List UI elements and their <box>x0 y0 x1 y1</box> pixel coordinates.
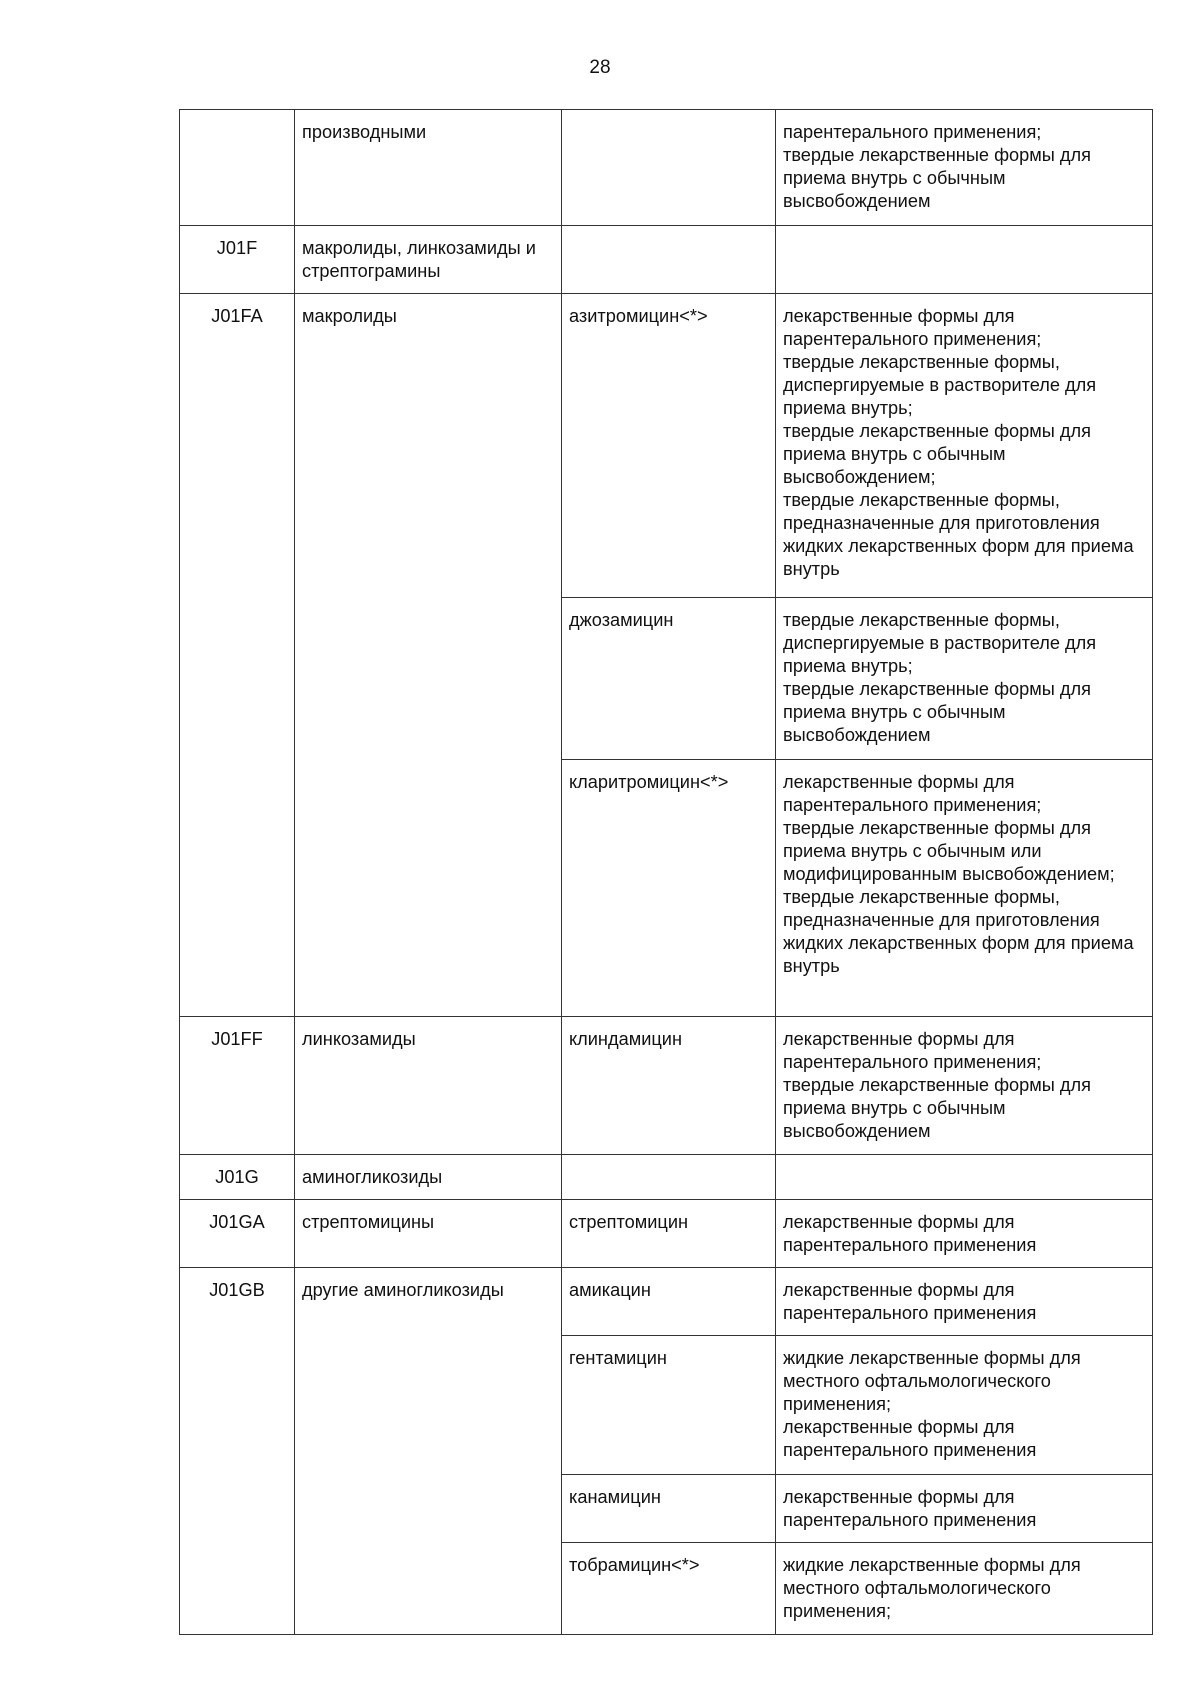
forms-cell <box>776 294 1153 598</box>
table-row <box>180 294 1153 598</box>
atc-code-cell: J01GB <box>180 1268 295 1635</box>
group-cell: макролиды <box>295 294 562 1017</box>
form-line: твердые лекарственные формы для приема внутрь с обычным или модифицированным высвобождением; <box>783 818 1115 884</box>
form-line: лекарственные формы для парентерального применения; <box>783 772 1042 815</box>
form-line: лекарственные формы для парентерального применения <box>783 1212 1037 1255</box>
group-cell: другие аминогликозиды <box>295 1268 562 1635</box>
drug-list-table <box>179 109 1153 1635</box>
table-row <box>180 1155 1153 1200</box>
form-line: твердые лекарственные формы, предназначенные для приготовления жидких лекарственных форм для приема внутрь <box>783 490 1134 579</box>
table-row <box>180 1268 1153 1336</box>
forms-cell <box>776 760 1153 1017</box>
table-row <box>180 1017 1153 1155</box>
forms-cell <box>776 226 1153 294</box>
drug-cell: амикацин <box>562 1268 776 1336</box>
atc-code-cell: J01G <box>180 1155 295 1200</box>
page-number: 28 <box>589 57 611 78</box>
table-row <box>180 226 1153 294</box>
form-line: жидкие лекарственные формы для местного офтальмологического применения; <box>783 1348 1081 1414</box>
group-cell: линкозамиды <box>295 1017 562 1155</box>
atc-code-cell: J01FA <box>180 294 295 1017</box>
forms-cell <box>776 1475 1153 1543</box>
drug-cell <box>562 226 776 294</box>
forms-cell <box>776 1017 1153 1155</box>
form-line: лекарственные формы для парентерального применения; <box>783 1029 1042 1072</box>
atc-code-cell: J01GA <box>180 1200 295 1268</box>
drug-cell <box>562 1155 776 1200</box>
form-line: твердые лекарственные формы, диспергируемые в растворителе для приема внутрь; <box>783 352 1097 418</box>
group-cell: стрептомицины <box>295 1200 562 1268</box>
drug-cell: тобрамицин<*> <box>562 1543 776 1635</box>
drug-cell <box>562 110 776 226</box>
forms-cell <box>776 1155 1153 1200</box>
form-line: твердые лекарственные формы для приема внутрь с обычным высвобождением <box>783 145 1091 211</box>
forms-cell <box>776 598 1153 760</box>
drug-cell: джозамицин <box>562 598 776 760</box>
forms-cell <box>776 1543 1153 1635</box>
form-line: лекарственные формы для парентерального применения <box>783 1417 1037 1460</box>
form-line: твердые лекарственные формы, предназначенные для приготовления жидких лекарственных форм для приема внутрь <box>783 887 1134 976</box>
drug-cell: азитромицин<*> <box>562 294 776 598</box>
group-cell: аминогликозиды <box>295 1155 562 1200</box>
atc-code-cell: J01F <box>180 226 295 294</box>
form-line: твердые лекарственные формы для приема внутрь с обычным высвобождением; <box>783 421 1091 487</box>
form-line: парентерального применения; <box>783 122 1042 142</box>
forms-cell <box>776 1200 1153 1268</box>
atc-code-cell <box>180 110 295 226</box>
form-line: твердые лекарственные формы для приема внутрь с обычным высвобождением <box>783 1075 1091 1141</box>
drug-cell: канамицин <box>562 1475 776 1543</box>
drug-cell: гентамицин <box>562 1336 776 1475</box>
group-cell: макролиды, линкозамиды и стрептограмины <box>295 226 562 294</box>
form-line: лекарственные формы для парентерального применения <box>783 1280 1037 1323</box>
table-row <box>180 1200 1153 1268</box>
atc-code-cell: J01FF <box>180 1017 295 1155</box>
form-line: твердые лекарственные формы для приема внутрь с обычным высвобождением <box>783 679 1091 745</box>
forms-cell <box>776 1268 1153 1336</box>
form-line: лекарственные формы для парентерального применения <box>783 1487 1037 1530</box>
form-line: жидкие лекарственные формы для местного офтальмологического применения; <box>783 1555 1081 1621</box>
drug-cell: кларитромицин<*> <box>562 760 776 1017</box>
form-line: твердые лекарственные формы, диспергируемые в растворителе для приема внутрь; <box>783 610 1097 676</box>
drug-cell: стрептомицин <box>562 1200 776 1268</box>
table-row <box>180 110 1153 226</box>
forms-cell <box>776 110 1153 226</box>
forms-cell <box>776 1336 1153 1475</box>
drug-cell: клиндамицин <box>562 1017 776 1155</box>
form-line: лекарственные формы для парентерального применения; <box>783 306 1042 349</box>
group-cell: производными <box>295 110 562 226</box>
